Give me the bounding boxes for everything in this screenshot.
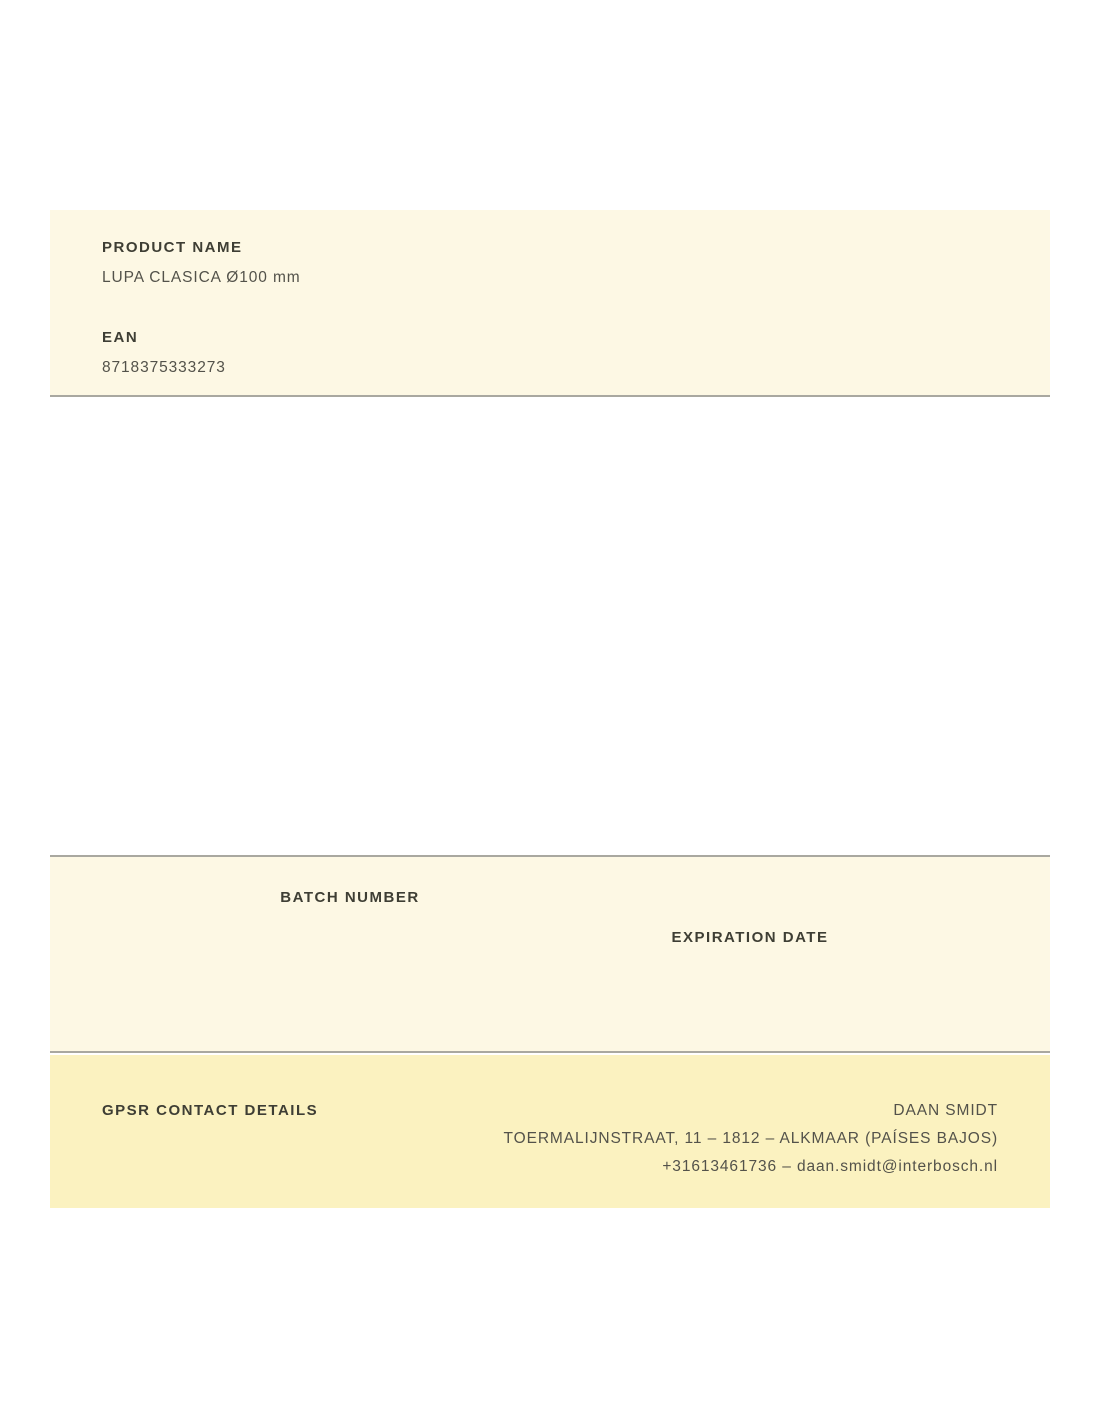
batch-number-field: [150, 888, 550, 978]
ean-label: EAN: [102, 329, 139, 346]
gpsr-contact-section: [50, 1055, 1050, 1208]
product-name-value: LUPA CLASICA Ø100 mm: [102, 269, 301, 286]
expiration-date-label: EXPIRATION DATE: [671, 929, 829, 946]
gpsr-contact-block: [504, 1097, 998, 1181]
ean-value: 8718375333273: [102, 359, 226, 376]
batch-info-section: [50, 855, 1050, 1053]
gpsr-contact-name: DAAN SMIDT: [893, 1102, 998, 1119]
expiration-date-value: [550, 958, 950, 978]
product-name-field: [102, 238, 998, 288]
batch-number-value: [150, 918, 550, 938]
expiration-date-field: [550, 928, 950, 978]
gpsr-contact-label: GPSR CONTACT DETAILS: [102, 1102, 319, 1119]
product-info-section: [50, 210, 1050, 397]
ean-field: [102, 328, 998, 378]
product-name-label: PRODUCT NAME: [102, 239, 243, 256]
batch-number-label: BATCH NUMBER: [280, 889, 420, 906]
gpsr-contact-address: TOERMALIJNSTRAAT, 11 – 1812 – ALKMAAR (PAÍSES BAJOS): [503, 1130, 998, 1147]
gpsr-contact-phone-email: +31613461736 – daan.smidt@interbosch.nl: [662, 1158, 998, 1175]
